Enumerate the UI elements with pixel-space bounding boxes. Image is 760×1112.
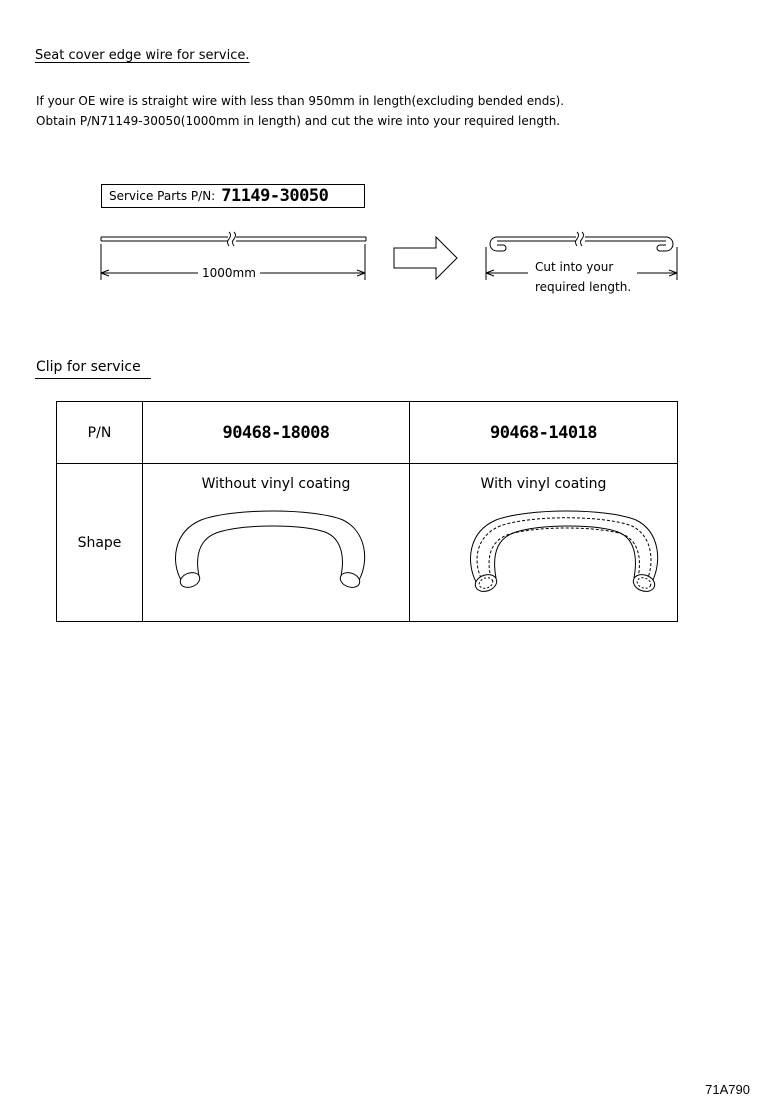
right-arrow-icon (394, 237, 457, 279)
clip-table (56, 401, 678, 622)
table-row-pn (57, 402, 678, 464)
pn-without-vinyl: 90468-18008 (143, 402, 410, 464)
figure-code: 71A790 (705, 1082, 750, 1097)
instruction-line-2: Obtain P/N71149-30050(1000mm in length) and cut the wire into your required length. (36, 114, 561, 128)
cut-instruction (535, 257, 631, 297)
pn-with-vinyl: 90468-14018 (410, 402, 678, 464)
row-header-shape: Shape (57, 464, 143, 622)
section-title-clip: Clip for service (36, 359, 141, 375)
clip-coated-icon (410, 492, 677, 602)
section-title-edge-wire: Seat cover edge wire for service. (35, 48, 250, 63)
instruction-line-1: If your OE wire is straight wire with less than 950mm in length(excluding bended ends). (36, 94, 565, 108)
bent-wire-illustration (490, 232, 673, 251)
service-part-number: 71149-30050 (221, 186, 329, 206)
wire-diagram (0, 0, 760, 320)
dimension-label: 1000mm (198, 266, 260, 280)
section-title-underline (35, 378, 151, 379)
clip-plain-icon (143, 492, 409, 602)
shape-with-vinyl (410, 464, 678, 622)
caption-without-vinyl: Without vinyl coating (201, 476, 351, 492)
shape-without-vinyl (143, 464, 410, 622)
cut-instruction-line-1: Cut into your (535, 260, 614, 274)
service-part-label: Service Parts P/N: (109, 189, 216, 203)
row-header-pn: P/N (57, 402, 143, 464)
table-row-shape (57, 464, 678, 622)
caption-with-vinyl: With vinyl coating (480, 476, 607, 492)
straight-wire-illustration (101, 232, 366, 246)
cut-instruction-line-2: required length. (535, 280, 632, 294)
